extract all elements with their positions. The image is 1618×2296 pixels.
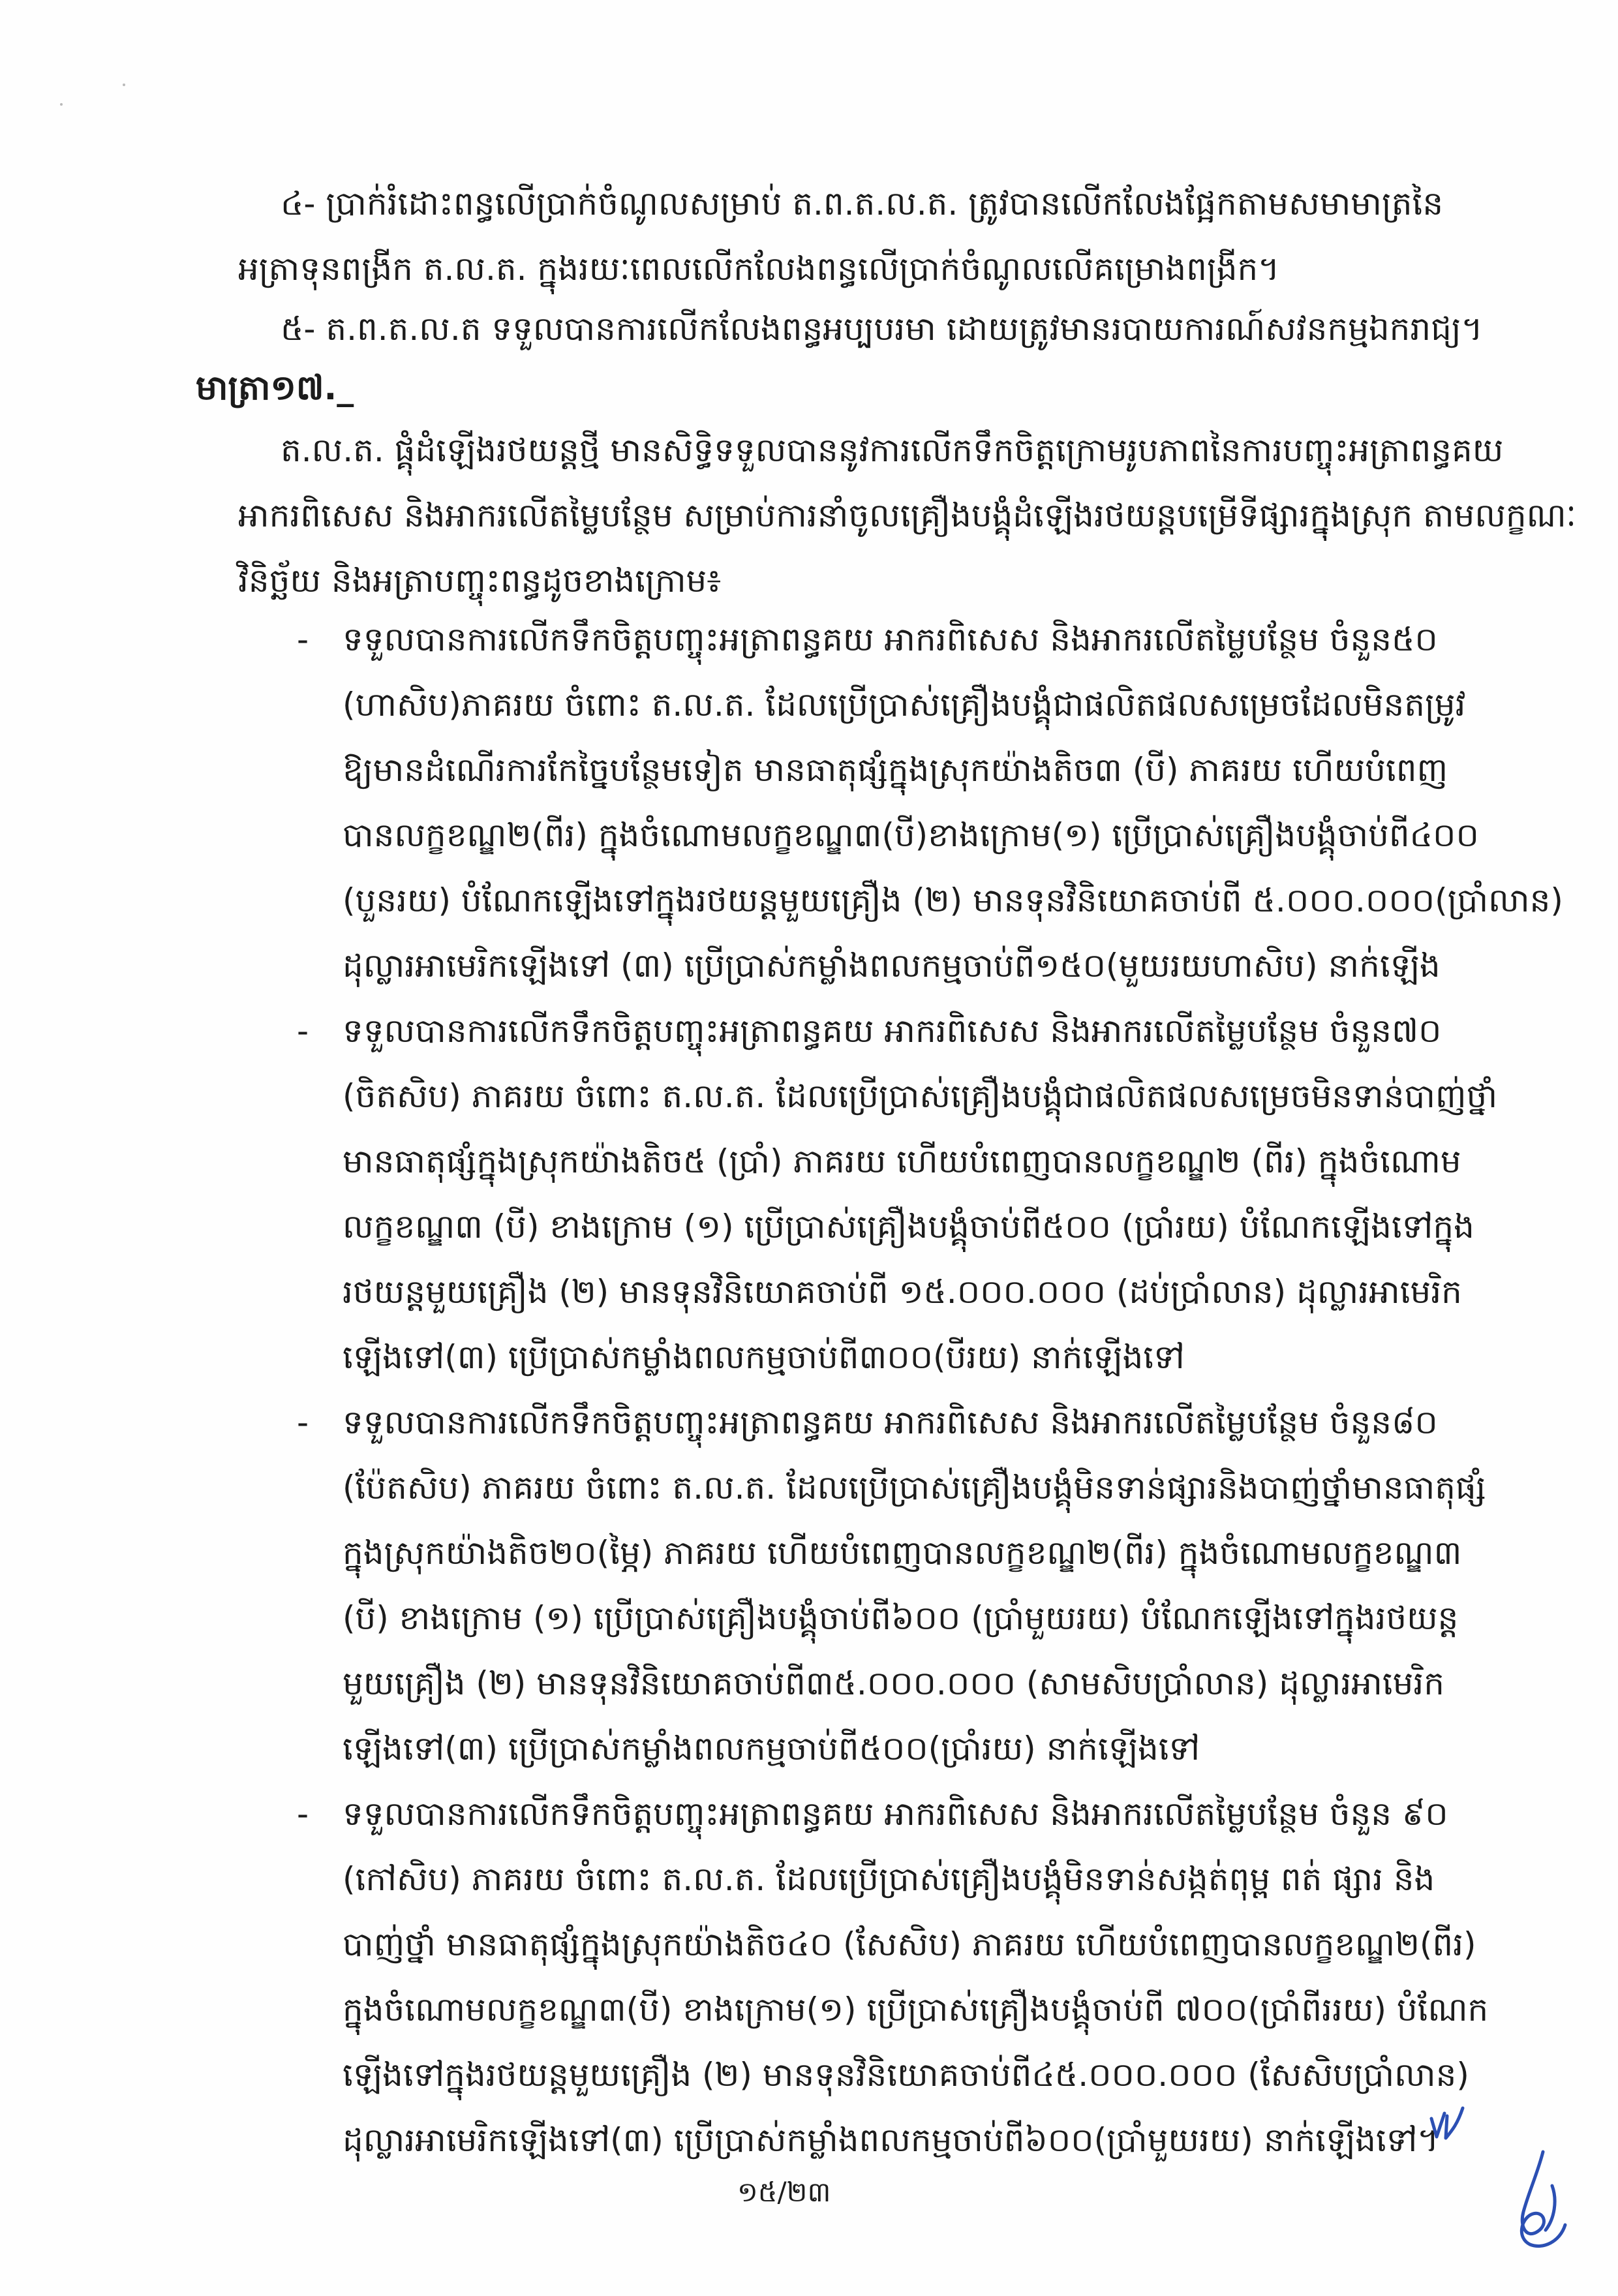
article-intro <box>238 418 1576 613</box>
bullet-dash: - <box>297 620 309 658</box>
paragraph-5: ៥- ត.ព.ត.ល.ត ទទួលបានការលើកលែងពន្ធអប្បបរមា ដោយត្រូវមានរបាយការណ៍សវនកម្មឯករាជ្យ។ <box>281 310 1483 348</box>
incentive-list <box>297 607 1563 2173</box>
article-intro-line: វិនិច្ឆ័យ និងអត្រាបញ្ចុះពន្ធដូចខាងក្រោម៖ <box>238 562 722 600</box>
handwritten-signature <box>1497 2147 1576 2251</box>
paragraph-4 <box>238 171 1443 301</box>
list-item-line: លក្ខខណ្ឌ៣ (បី) ខាងក្រោម (១) ប្រើប្រាស់គ្រឿងបង្គុំចាប់ពី៥០០ (ប្រាំរយ) បំណែកឡើងទៅក្នុង <box>343 1208 1474 1246</box>
list-item-line: ទទួលបានការលើកទឹកចិត្តបញ្ចុះអត្រាពន្ធគយ អាករពិសេស និងអាករលើតម្លៃបន្ថែម ចំនួន៥០ <box>343 620 1438 658</box>
list-item-line: ទទួលបានការលើកទឹកចិត្តបញ្ចុះអត្រាពន្ធគយ អាករពិសេស និងអាករលើតម្លៃបន្ថែម ចំនួន៨០ <box>343 1403 1438 1441</box>
list-item-line: (ហាសិប)ភាគរយ ចំពោះ ត.ល.ត. ដែលប្រើប្រាស់គ្រឿងបង្គុំជាផលិតផលសម្រេចដែលមិនតម្រូវ <box>343 686 1466 724</box>
list-item-line: មួយគ្រឿង (២) មានទុនវិនិយោគចាប់ពី៣៥.០០០.០០០ (សាមសិបប្រាំលាន) ដុល្លារអាមេរិក <box>343 1664 1445 1702</box>
list-item <box>297 1781 1489 2173</box>
list-item-line: (បី) ខាងក្រោម (១) ប្រើប្រាស់គ្រឿងបង្គុំចាប់ពី៦០០ (ប្រាំមួយរយ) បំណែកឡើងទៅក្នុងរថយន្ត <box>343 1599 1459 1637</box>
list-item-line: (កៅសិប) ភាគរយ ចំពោះ ត.ល.ត. ដែលប្រើប្រាស់គ្រឿងបង្គុំមិនទាន់សង្កត់ពុម្ព ពត់ ផ្សារ និង <box>343 1860 1435 1898</box>
scan-speck <box>123 84 125 86</box>
page-number: ១៥/២៣ <box>737 2176 831 2208</box>
list-item-line: ក្នុងចំណោមលក្ខខណ្ឌ៣(បី) ខាងក្រោម(១) ប្រើប្រាស់គ្រឿងបង្គុំចាប់ពី ៧០០(ប្រាំពីររយ) បំណែក <box>343 1991 1489 2028</box>
list-item-line: (បួនរយ) បំណែកឡើងទៅក្នុងរថយន្តមួយគ្រឿង (២) មានទុនវិនិយោគចាប់ពី ៥.០០០.០០០(ប្រាំលាន) <box>343 881 1563 919</box>
list-item-line: (ប៉ែតសិប) ភាគរយ ចំពោះ ត.ល.ត. ដែលប្រើប្រាស់គ្រឿងបង្គុំមិនទាន់ផ្សារនិងបាញ់ថ្នាំមានធាតុផ្សំ <box>343 1469 1486 1507</box>
list-item-line: ឡើងទៅក្នុងរថយន្តមួយគ្រឿង (២) មានទុនវិនិយោគចាប់ពី៤៥.០០០.០០០ (សែសិបប្រាំលាន) <box>343 2056 1469 2094</box>
list-item-line: ដុល្លារអាមេរិកឡើងទៅ(៣) ប្រើប្រាស់កម្លាំងពលកម្មចាប់ពី៦០០(ប្រាំមួយរយ) នាក់ឡើងទៅ។ <box>343 2121 1439 2159</box>
list-item <box>297 998 1498 1390</box>
list-item-line: ទទួលបានការលើកទឹកចិត្តបញ្ចុះអត្រាពន្ធគយ អាករពិសេស និងអាករលើតម្លៃបន្ថែម ចំនួន ៩០ <box>343 1795 1448 1833</box>
list-item-line: បានលក្ខខណ្ឌ២(ពីរ) ក្នុងចំណោមលក្ខខណ្ឌ៣(បី)ខាងក្រោម(១) ប្រើប្រាស់គ្រឿងបង្គុំចាប់ពី៤០០ <box>343 816 1479 854</box>
article-intro-line: អាករពិសេស និងអាករលើតម្លៃបន្ថែម សម្រាប់ការនាំចូលគ្រឿងបង្គុំដំឡើងរថយន្តបម្រើទីផ្សារក្នុងស្រុក តាមលក្ខណៈ <box>238 497 1576 534</box>
list-item-line: មានធាតុផ្សំក្នុងស្រុកយ៉ាងតិច៥ (ប្រាំ) ភាគរយ ហើយបំពេញបានលក្ខខណ្ឌ២ (ពីរ) ក្នុងចំណោម <box>343 1142 1461 1180</box>
initial-signature-mark <box>1427 2104 1467 2143</box>
bullet-dash: - <box>297 1403 309 1441</box>
list-item-line: ឡើងទៅ(៣) ប្រើប្រាស់កម្លាំងពលកម្មចាប់ពី៣០០(បីរយ) នាក់ឡើងទៅ <box>343 1338 1185 1376</box>
list-item <box>297 1390 1486 1781</box>
list-item <box>297 607 1563 998</box>
list-item-line: ឱ្យមានដំណើរការកែច្នៃបន្ថែមទៀត មានធាតុផ្សំក្នុងស្រុកយ៉ាងតិច៣ (បី) ភាគរយ ហើយបំពេញ <box>343 751 1448 789</box>
bullet-dash: - <box>297 1012 309 1050</box>
list-item-line: ឡើងទៅ(៣) ប្រើប្រាស់កម្លាំងពលកម្មចាប់ពី៥០០(ប្រាំរយ) នាក់ឡើងទៅ <box>343 1730 1200 1768</box>
bullet-dash: - <box>297 1795 309 1833</box>
list-item-line: ដុល្លារអាមេរិកឡើងទៅ (៣) ប្រើប្រាស់កម្លាំងពលកម្មចាប់ពី១៥០(មួយរយហាសិប) នាក់ឡើង <box>343 947 1441 985</box>
list-item-line: (ចិតសិប) ភាគរយ ចំពោះ ត.ល.ត. ដែលប្រើប្រាស់គ្រឿងបង្គុំជាផលិតផលសម្រេចមិនទាន់បាញ់ថ្នាំ <box>343 1077 1498 1115</box>
paragraph-4-line: ៤- ប្រាក់រំដោះពន្ធលើប្រាក់ចំណូលសម្រាប់ ត.ព.ត.ល.ត. ត្រូវបានលើកលែងផ្អែកតាមសមាមាត្រនៃ <box>281 185 1444 222</box>
paragraph-4-line: អត្រាទុនពង្រីក ត.ល.ត. ក្នុងរយៈពេលលើកលែងពន្ធលើប្រាក់ចំណូលលើគម្រោងពង្រីក។ <box>238 250 1280 288</box>
article-intro-line: ត.ល.ត. ផ្គុំដំឡើងរថយន្តថ្មី មានសិទ្ធិទទួលបាននូវការលើកទឹកចិត្តក្រោមរូបភាពនៃការបញ្ចុះអត្រាពន្ធគយ <box>281 431 1504 469</box>
scan-speck <box>60 103 63 106</box>
list-item-line: ទទួលបានការលើកទឹកចិត្តបញ្ចុះអត្រាពន្ធគយ អាករពិសេស និងអាករលើតម្លៃបន្ថែម ចំនួន៧០ <box>343 1012 1442 1050</box>
list-item-line: ក្នុងស្រុកយ៉ាងតិច២០(ម្ភៃ) ភាគរយ ហើយបំពេញបានលក្ខខណ្ឌ២(ពីរ) ក្នុងចំណោមលក្ខខណ្ឌ៣ <box>343 1534 1462 1572</box>
article-heading: មាត្រា១៧._ <box>196 369 354 408</box>
list-item-line: រថយន្តមួយគ្រឿង (២) មានទុនវិនិយោគចាប់ពី ១៥.០០០.០០០ (ដប់ប្រាំលាន) ដុល្លារអាមេរិក <box>343 1273 1462 1311</box>
list-item-line: បាញ់ថ្នាំ មានធាតុផ្សំក្នុងស្រុកយ៉ាងតិច៤០ (សែសិប) ភាគរយ ហើយបំពេញបានលក្ខខណ្ឌ២(ពីរ) <box>343 1925 1476 1963</box>
